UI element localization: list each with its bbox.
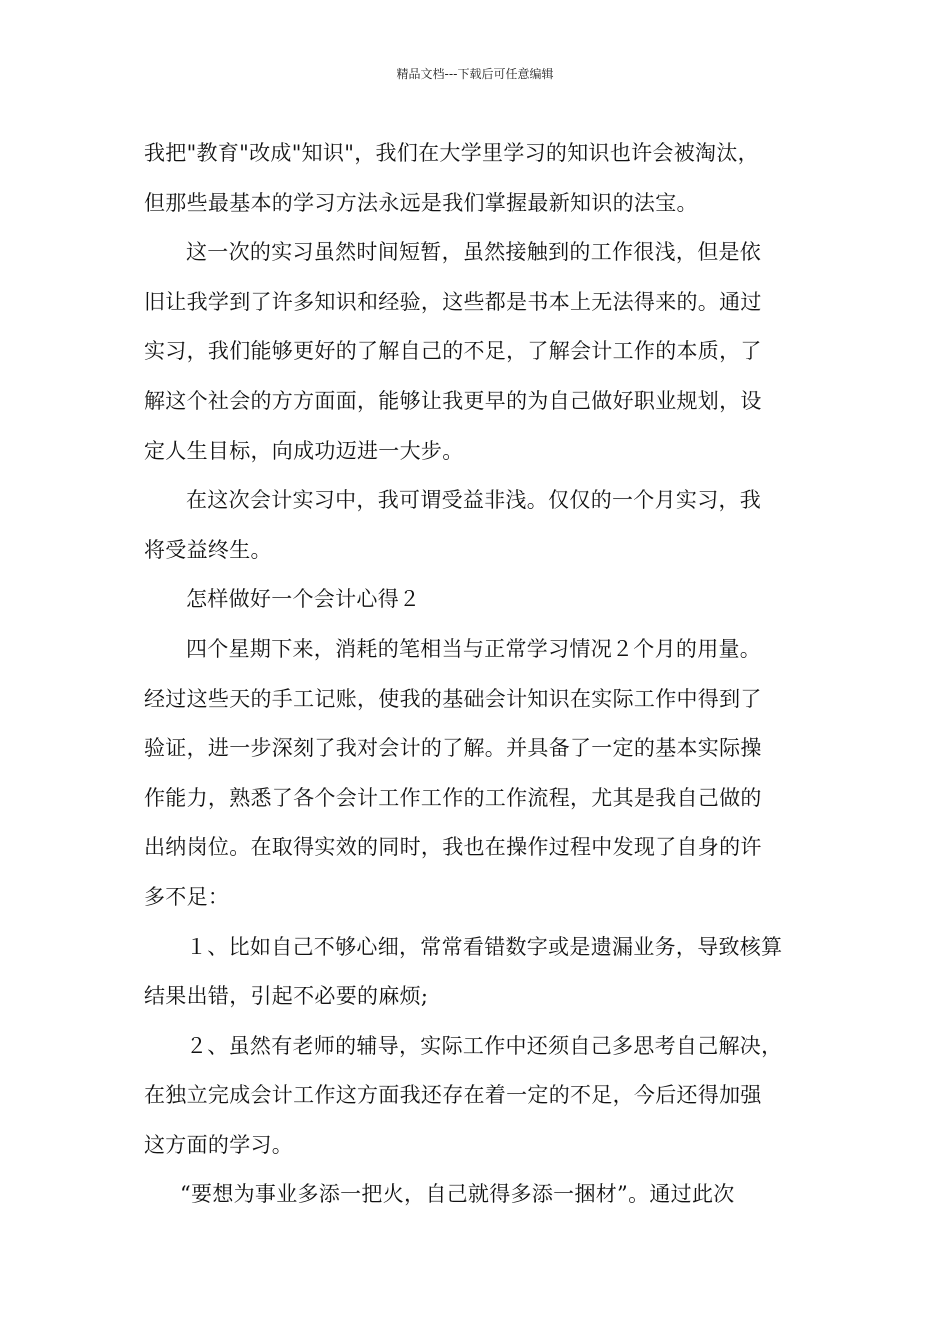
- text-line: 这方面的学习。: [144, 1132, 294, 1157]
- text-line: 在独立完成会计工作这方面我还存在着一定的不足，今后还得加强: [144, 1083, 762, 1108]
- quote-paragraph-start: “要想为事业多添一把火，自己就得多添一捆材”。通过此次: [180, 1182, 735, 1207]
- paragraph-start-line: 四个星期下来，消耗的笔相当与正常学习情况２个月的用量。: [186, 636, 762, 661]
- text-line: 实习，我们能够更好的了解自己的不足，了解会计工作的本质，了: [144, 339, 762, 364]
- text-line: 出纳岗位。在取得实效的同时，我也在操作过程中发现了自身的许: [144, 835, 762, 860]
- list-item-1-start: １、比如自己不够心细，常常看错数字或是遗漏业务，导致核算: [186, 934, 783, 959]
- text-line: 作能力，熟悉了各个会计工作工作的工作流程，尤其是我自己做的: [144, 785, 762, 810]
- header-note: 精品文档---下载后可任意编辑: [396, 67, 554, 81]
- list-item-2-start: ２、虽然有老师的辅导，实际工作中还须自己多思考自己解决，: [186, 1033, 783, 1058]
- text-line: 但那些最基本的学习方法永远是我们掌握最新知识的法宝。: [144, 190, 698, 215]
- text-line: 定人生目标，向成功迈进一大步。: [144, 438, 464, 463]
- text-line: 我把"教育"改成"知识"，我们在大学里学习的知识也许会被淘汰，: [144, 141, 759, 165]
- paragraph-start-line: 这一次的实习虽然时间短暂，虽然接触到的工作很浅，但是依: [186, 240, 762, 265]
- document-body: [144, 129, 806, 1220]
- text-line: 验证，进一步深刻了我对会计的了解。并具备了一定的基本实际操: [144, 736, 762, 761]
- text-line: 旧让我学到了许多知识和经验，这些都是书本上无法得来的。通过: [144, 289, 762, 314]
- text-line: 解这个社会的方方面面，能够让我更早的为自己做好职业规划，设: [144, 388, 762, 413]
- text-line: 经过这些天的手工记账，使我的基础会计知识在实际工作中得到了: [144, 686, 762, 711]
- section-heading: 怎样做好一个会计心得２: [186, 587, 421, 612]
- paragraph-start-line: 在这次会计实习中，我可谓受益非浅。仅仅的一个月实习，我: [186, 488, 762, 513]
- text-line: 多不足：: [144, 884, 230, 909]
- text-line: 将受益终生。: [144, 537, 272, 562]
- text-line: 结果出错，引起不必要的麻烦;: [144, 984, 429, 1009]
